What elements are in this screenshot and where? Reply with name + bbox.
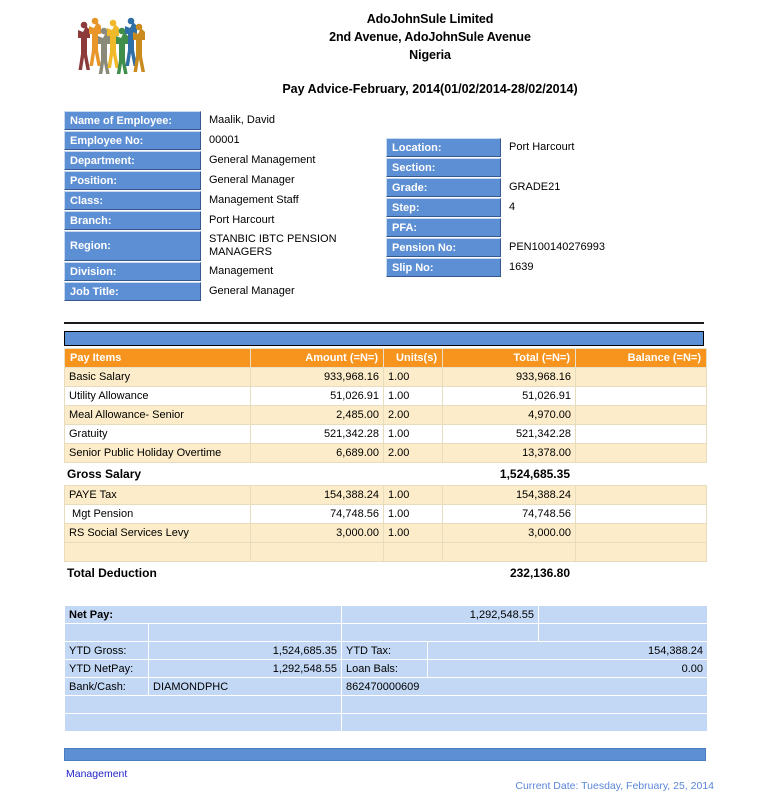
info-row [386,258,725,277]
net-pay-row [65,606,707,623]
pay-item-units: 2.00 [384,406,443,425]
table-row [65,368,707,387]
info-label: Name of Employee: [64,111,201,130]
pay-item-total: 3,000.00 [443,524,576,543]
organisation-name: AdoJohnSule Limited [366,12,494,26]
info-value: 00001 [201,131,403,150]
info-label: Class: [64,191,201,210]
ytd-netpay-label: YTD NetPay: [65,660,148,677]
info-row [386,198,725,217]
gross-salary-row [64,463,706,485]
pay-item-total [443,543,576,562]
summary-blank-row-3 [65,714,707,731]
table-row [65,486,707,505]
col-header-balance: Balance (=N=) [576,349,707,368]
pay-item-units: 1.00 [384,387,443,406]
organisation-block [150,10,710,64]
info-label: PFA: [386,218,501,237]
col-header-units: Units(s) [384,349,443,368]
info-value: 4 [501,198,725,217]
info-value: Management [201,262,403,281]
info-label: Step: [386,198,501,217]
pay-item-amount: 3,000.00 [251,524,384,543]
info-value: General Management [201,151,403,170]
info-value: Maalik, David [201,111,403,130]
info-row [64,231,403,261]
pay-item-name: Mgt Pension [65,505,251,524]
pay-item-amount: 51,026.91 [251,387,384,406]
info-label: Position: [64,171,201,190]
info-label: Division: [64,262,201,281]
pay-item-name: Meal Allowance- Senior [65,406,251,425]
net-pay-label: Net Pay: [65,606,341,623]
table-row [65,505,707,524]
employee-info-left-table [64,110,403,302]
info-label: Slip No: [386,258,501,277]
info-value: General Manager [201,282,403,301]
table-row [65,406,707,425]
blank-cell [342,624,538,641]
ytd-netpay-value: 1,292,548.55 [149,660,341,677]
info-row [386,138,725,157]
pay-item-name: RS Social Services Levy [65,524,251,543]
table-row [65,387,707,406]
info-label: Location: [386,138,501,157]
pay-item-units [384,543,443,562]
blank-cell [539,624,707,641]
blank-cell [65,696,341,713]
pay-item-balance [576,524,707,543]
pay-item-balance [576,406,707,425]
net-pay-spacer [539,606,707,623]
pay-item-balance [576,505,707,524]
info-row [386,218,725,237]
pay-item-amount: 2,485.00 [251,406,384,425]
pay-item-name: PAYE Tax [65,486,251,505]
gross-salary-label: Gross Salary [67,467,142,481]
pay-item-name: Senior Public Holiday Overtime [65,444,251,463]
summary-table [64,605,708,732]
pay-item-balance [576,425,707,444]
info-row [386,158,725,177]
pay-item-total: 521,342.28 [443,425,576,444]
info-row [64,151,403,170]
pay-item-units: 1.00 [384,486,443,505]
info-value: GRADE21 [501,178,725,197]
footer-management-link[interactable]: Management [66,768,128,780]
ytd-gross-label: YTD Gross: [65,642,148,659]
page-header [0,0,766,105]
info-row [64,111,403,130]
col-header-amount: Amount (=N=) [251,349,384,368]
info-row [386,238,725,257]
info-value: STANBIC IBTC PENSION MANAGERS [201,231,403,261]
pay-item-amount: 154,388.24 [251,486,384,505]
col-header-pay-items: Pay Items [65,349,251,368]
bank-name: DIAMONDPHC [149,678,341,695]
bank-row [65,678,707,695]
col-header-total: Total (=N=) [443,349,576,368]
pay-item-name [65,543,251,562]
total-deduction-value: 232,136.80 [509,566,570,580]
employee-info-zone [0,105,766,305]
pay-item-units: 1.00 [384,524,443,543]
loan-bals-value: 0.00 [428,660,707,677]
info-value: General Manager [201,171,403,190]
table-row [65,425,707,444]
net-pay-value: 1,292,548.55 [342,606,538,623]
organisation-country: Nigeria [409,48,451,62]
pay-item-balance [576,368,707,387]
pay-item-units: 1.00 [384,425,443,444]
pay-item-name: Basic Salary [65,368,251,387]
info-value: PEN100140276993 [501,238,725,257]
pay-item-total: 13,378.00 [443,444,576,463]
info-label: Branch: [64,211,201,230]
gross-salary-value: 1,524,685.35 [499,467,570,481]
pay-item-units: 1.00 [384,505,443,524]
pay-item-balance [576,543,707,562]
pay-item-amount: 74,748.56 [251,505,384,524]
info-value [501,218,725,237]
info-label: Section: [386,158,501,177]
pay-item-amount: 6,689.00 [251,444,384,463]
bank-label: Bank/Cash: [65,678,148,695]
deductions-table [64,485,707,562]
info-label: Department: [64,151,201,170]
pay-item-balance [576,486,707,505]
total-deduction-label: Total Deduction [67,566,157,580]
summary-blank-row-1 [65,624,707,641]
table-row [65,543,707,562]
info-value: 1639 [501,258,725,277]
pay-item-balance [576,444,707,463]
pay-item-name: Gratuity [65,425,251,444]
info-label: Pension No: [386,238,501,257]
bank-account: 862470000609 [342,678,707,695]
info-label: Grade: [386,178,501,197]
info-label: Job Title: [64,282,201,301]
table-row [65,524,707,543]
summary-bottom-band [64,748,706,761]
info-label: Employee No: [64,131,201,150]
table-row [65,444,707,463]
ytd-gross-value: 1,524,685.35 [149,642,341,659]
summary-blank-row-2 [65,696,707,713]
pay-item-amount: 521,342.28 [251,425,384,444]
organisation-address: 2nd Avenue, AdoJohnSule Avenue [329,30,531,44]
employee-info-right-table [386,137,725,278]
loan-bals-label: Loan Bals: [342,660,427,677]
pay-item-total: 933,968.16 [443,368,576,387]
blank-cell [65,624,148,641]
pay-item-amount [251,543,384,562]
info-value [501,158,725,177]
blank-cell [342,696,707,713]
pay-item-total: 154,388.24 [443,486,576,505]
summary-section [64,605,706,732]
pay-item-balance [576,387,707,406]
people-group-logo-icon [74,12,146,74]
blank-cell [342,714,707,731]
info-row [64,211,403,230]
pay-item-total: 51,026.91 [443,387,576,406]
info-value: Port Harcourt [201,211,403,230]
section-divider-rule [64,322,704,324]
pay-item-name: Utility Allowance [65,387,251,406]
pay-item-total: 4,970.00 [443,406,576,425]
info-row [64,131,403,150]
total-deduction-row [64,562,706,584]
info-value: Management Staff [201,191,403,210]
info-label: Region: [64,231,201,261]
pay-item-units: 1.00 [384,368,443,387]
blank-cell [65,714,341,731]
info-value: Port Harcourt [501,138,725,157]
pay-table-header-row [65,349,707,368]
ytd-tax-value: 154,388.24 [428,642,707,659]
info-row [386,178,725,197]
pay-table-top-band [64,331,704,346]
ytd-tax-label: YTD Tax: [342,642,427,659]
pay-advice-title: Pay Advice-February, 2014(01/02/2014-28/02/2014) [282,82,578,96]
footer-current-date: Current Date: Tuesday, February, 25, 2014 [515,780,714,792]
info-row [64,282,403,301]
pay-item-amount: 933,968.16 [251,368,384,387]
pay-item-units: 2.00 [384,444,443,463]
pay-items-section [64,348,706,584]
info-row [64,171,403,190]
info-row [64,262,403,281]
ytd-netpay-row [65,660,707,677]
earnings-table [64,348,707,463]
ytd-gross-row [65,642,707,659]
info-row [64,191,403,210]
pay-item-total: 74,748.56 [443,505,576,524]
blank-cell [149,624,341,641]
